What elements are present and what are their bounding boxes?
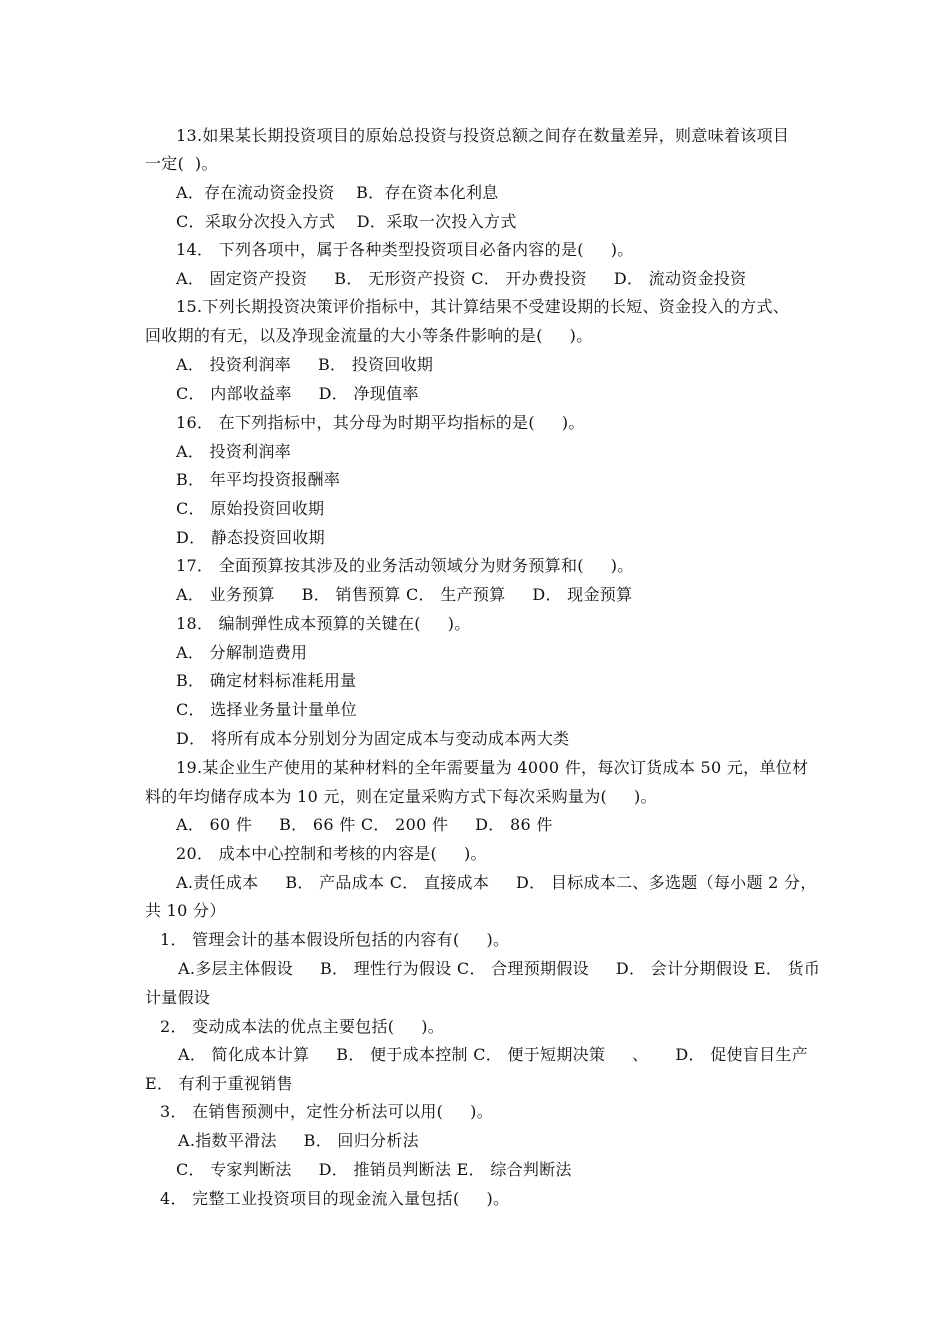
multi-question-1-stem: 1． 管理会计的基本假设所包括的内容有( )。 xyxy=(160,930,510,949)
question-18-option-d: D． 将所有成本分别划分为固定成本与变动成本两大类 xyxy=(176,729,570,748)
multi-question-1-options: A.多层主体假设 B． 理性行为假设 C． 合理预期假设 D． 会计分期假设 E． 货币 xyxy=(178,959,821,978)
question-17-stem: 17． 全面预算按其涉及的业务活动领域分为财务预算和( )。 xyxy=(176,556,634,575)
question-16-stem: 16． 在下列指标中，其分母为时期平均指标的是( )。 xyxy=(176,413,585,432)
question-18-stem: 18． 编制弹性成本预算的关键在( )。 xyxy=(176,614,471,633)
multi-question-3-options-cde: C． 专家判断法 D． 推销员判断法 E． 综合判断法 xyxy=(176,1160,572,1179)
question-17-options: A． 业务预算 B． 销售预算 C． 生产预算 D． 现金预算 xyxy=(176,585,633,604)
question-15-options-ab: A． 投资利润率 B． 投资回收期 xyxy=(176,355,434,374)
question-18-option-c: C． 选择业务量计量单位 xyxy=(176,700,357,719)
question-20-stem: 20． 成本中心控制和考核的内容是( )。 xyxy=(176,844,487,863)
multi-question-2-options-cont: E． 有利于重视销售 xyxy=(145,1074,293,1093)
question-18-option-b: B． 确定材料标准耗用量 xyxy=(176,671,357,690)
multi-question-4-stem: 4． 完整工业投资项目的现金流入量包括( )。 xyxy=(160,1189,510,1208)
question-13-stem-cont: 一定( )。 xyxy=(145,154,218,173)
question-14-options: A． 固定资产投资 B． 无形资产投资 C． 开办费投资 D． 流动资金投资 xyxy=(176,269,747,288)
question-16-option-d: D． 静态投资回收期 xyxy=(176,528,325,547)
multi-question-1-options-cont: 计量假设 xyxy=(145,988,211,1007)
question-19-stem: 19.某企业生产使用的某种材料的全年需要量为 4000 件，每次订货成本 50 元，单位材 xyxy=(176,758,809,777)
question-14-stem: 14． 下列各项中，属于各种类型投资项目必备内容的是( )。 xyxy=(176,240,634,259)
section-2-heading-cont: 共 10 分） xyxy=(145,901,226,920)
question-16-option-b: B． 年平均投资报酬率 xyxy=(176,470,341,489)
question-13-options-cd: C．采取分次投入方式 D．采取一次投入方式 xyxy=(176,212,517,231)
multi-question-3-stem: 3． 在销售预测中，定性分析法可以用( )。 xyxy=(160,1102,493,1121)
multi-question-3-options-ab: A.指数平滑法 B． 回归分析法 xyxy=(178,1131,419,1150)
question-15-options-cd: C． 内部收益率 D． 净现值率 xyxy=(176,384,419,403)
multi-question-2-options: A． 简化成本计算 B． 便于成本控制 C． 便于短期决策 、 D． 促使盲目生产 xyxy=(178,1045,809,1064)
question-18-option-a: A． 分解制造费用 xyxy=(176,643,308,662)
question-13-stem: 13.如果某长期投资项目的原始总投资与投资总额之间存在数量差异，则意味着该项目 xyxy=(176,126,790,145)
question-19-stem-cont: 料的年均储存成本为 10 元，则在定量采购方式下每次采购量为( )。 xyxy=(145,787,657,806)
question-16-option-a: A． 投资利润率 xyxy=(176,442,292,461)
question-13-options-ab: A．存在流动资金投资 B．存在资本化利息 xyxy=(176,183,499,202)
multi-question-2-stem: 2． 变动成本法的优点主要包括( )。 xyxy=(160,1017,445,1036)
question-16-option-c: C． 原始投资回收期 xyxy=(176,499,325,518)
question-15-stem: 15.下列长期投资决策评价指标中，其计算结果不受建设期的长短、资金投入的方式、 xyxy=(176,297,790,316)
question-15-stem-cont: 回收期的有无，以及净现金流量的大小等条件影响的是( )。 xyxy=(145,326,593,345)
question-20-options: A.责任成本 B． 产品成本 C． 直接成本 D． 目标成本二、多选题（每小题 2 分， xyxy=(176,873,817,892)
question-19-options: A． 60 件 B． 66 件 C． 200 件 D． 86 件 xyxy=(176,815,553,834)
